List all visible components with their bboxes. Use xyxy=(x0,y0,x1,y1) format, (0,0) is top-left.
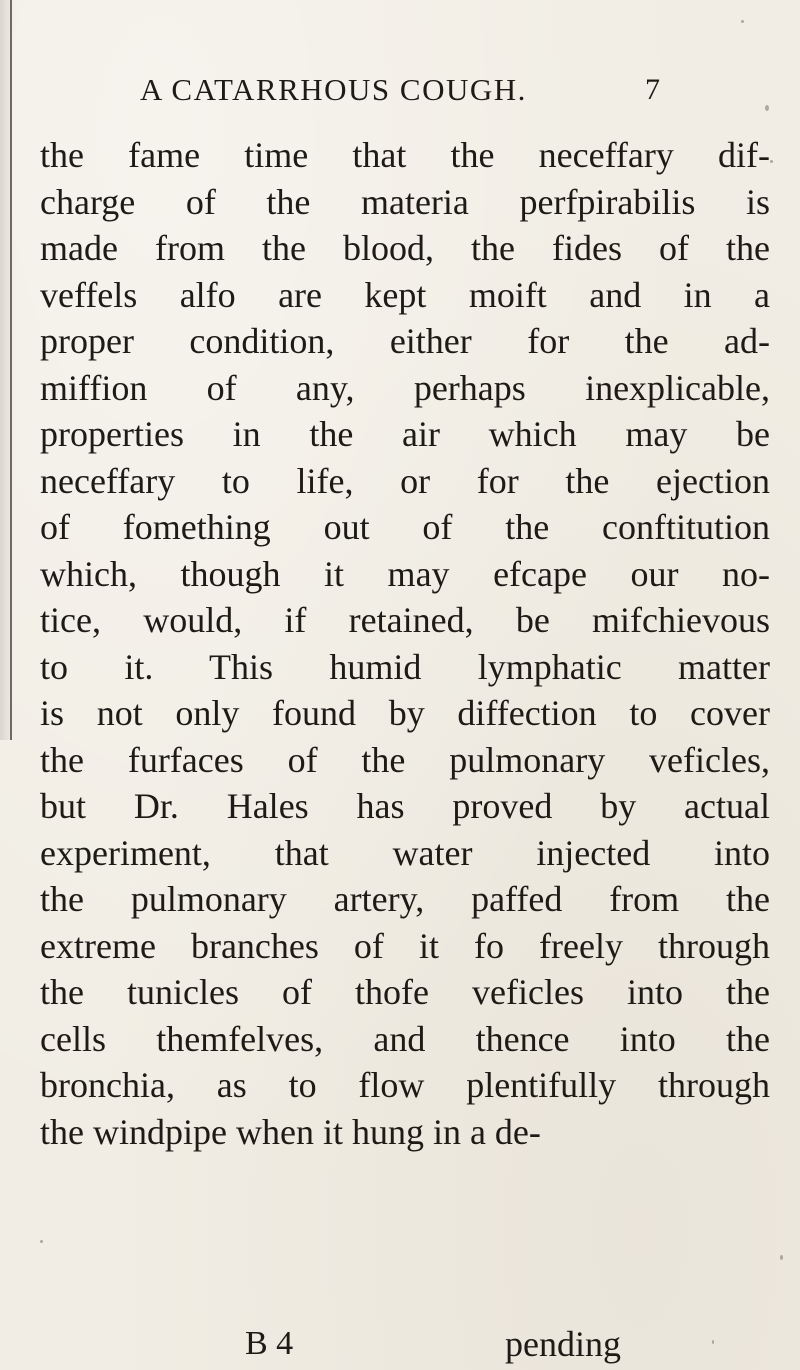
text-line: veffels alfo are kept moift and in a xyxy=(40,274,770,315)
paper-speck xyxy=(765,105,769,111)
text-line: the windpipe when it hung in a de- xyxy=(40,1111,541,1152)
body-text xyxy=(40,132,770,1155)
text-line: bronchia, as to flow plentifully through xyxy=(40,1065,770,1105)
text-line: made from the blood, the fides of the xyxy=(40,228,770,268)
text-line: the furfaces of the pulmonary veficles, xyxy=(40,739,770,780)
text-line: tice, would, if retained, be mifchievous xyxy=(40,600,770,640)
text-line: the tunicles of thofe veficles into the xyxy=(40,972,770,1012)
text-line: of fomething out of the conftitution xyxy=(40,507,770,547)
text-line: the pulmonary artery, paffed from the xyxy=(40,879,770,919)
paper-speck xyxy=(770,160,773,163)
text-line: experiment, that water injected into xyxy=(40,832,770,873)
page-header xyxy=(140,68,660,118)
text-line: to it. This humid lymphatic matter xyxy=(40,646,770,687)
text-line: extreme branches of it fo freely through xyxy=(40,925,770,966)
page-number: 7 xyxy=(645,73,660,106)
paper-speck xyxy=(741,20,744,23)
running-title: A CATARRHOUS COUGH. xyxy=(140,72,527,107)
text-line: is not only found by diffection to cover xyxy=(40,693,770,733)
text-line: which, though it may efcape our no- xyxy=(40,553,770,594)
page-footer xyxy=(40,1322,770,1370)
page-binding-edge xyxy=(0,0,12,740)
text-line: charge of the materia perfpirabilis is xyxy=(40,181,770,222)
paper-speck xyxy=(40,1240,43,1243)
text-line: the fame time that the neceffary dif- xyxy=(40,135,770,175)
paper-speck xyxy=(712,1340,714,1344)
text-line: miffion of any, perhaps inexplicable, xyxy=(40,367,770,408)
paper-speck xyxy=(780,1255,783,1260)
text-line: cells themfelves, and thence into the xyxy=(40,1018,770,1059)
text-line: neceffary to life, or for the ejection xyxy=(40,460,770,501)
catchword: pending xyxy=(505,1324,621,1364)
signature-mark: B 4 xyxy=(245,1325,294,1362)
text-line: but Dr. Hales has proved by actual xyxy=(40,786,770,826)
text-line: properties in the air which may be xyxy=(40,414,770,454)
text-line: proper condition, either for the ad- xyxy=(40,321,770,361)
